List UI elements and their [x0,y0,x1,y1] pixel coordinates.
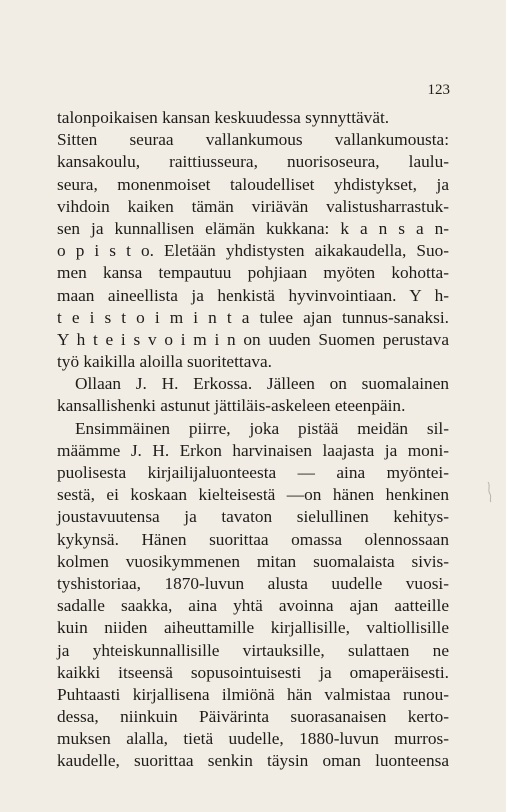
text-line: Ollaan J. H. Erkossa. Jälleen on suomalainen [75,374,449,394]
text-line: määmme J. H. Erkon harvinaisen laajasta ja moni- [57,440,449,460]
text-line: Puhtaasti kirjallisena ilmiönä hän valmistaa runou- [57,684,449,704]
text-line: kansallishenki astunut jättiläis-askeleen eteenpäin. [57,396,406,416]
text-line: kaudelle, suorittaa senkin täysin oman luonteensa [57,751,449,771]
text-line: maan aineellista ja henkistä hyvinvointiaan. Y h- [57,285,449,305]
text-line: dessa, niinkuin Päivärinta suorasanaisen kerto- [57,707,449,727]
text-line: seura, monenmoiset taloudelliset yhdistykset, ja [57,174,449,194]
text-line: sen ja kunnallisen elämän kukkana: k a n s a n- [57,218,449,238]
text-line: muksen alalla, tietä uudelle, 1880-luvun murros- [57,729,449,749]
text-line: Y h t e i s v o i m i n on uuden Suomen perustava [57,329,449,349]
text-line: kansakoulu, raittiusseura, nuorisoseura, laulu- [57,152,449,172]
text-line: puolisesta kirjailijaluonteesta — aina myöntei- [57,463,449,482]
text-line: kuin niiden aiheuttamille kirjallisille, valtiollisille [57,618,449,638]
text-line: työ kaikilla aloilla suoritettava. [57,352,272,372]
text-line: talonpoikaisen kansan keskuudessa synnyttävät. [57,108,390,127]
text-line: kykynsä. Hänen suorittaa omassa olennossaan [57,529,449,549]
text-line: sadalle saakka, aina yhtä avoinna ajan aatteille [57,596,449,616]
body-text [57,107,449,773]
text-line: sestä, ei koskaan kielteisestä —on hänen henkinen [57,485,449,505]
text-line: t e i s t o i m i n t a tulee ajan tunnus-sanaksi. [57,307,449,327]
text-line: ja yhteiskunnallisille virtauksille, sulattaen ne [57,640,449,660]
text-line: kolmen vuosikymmenen mitan suomalaista sivis- [57,551,449,571]
text-line: Ensimmäinen piirre, joka pistää meidän sil- [75,418,449,438]
text-line: men kansa tempautuu pohjiaan myöten kohotta- [57,263,449,283]
text-line: kaikki itseensä sopusointuisesti ja omaperäisesti. [57,662,449,682]
text-line: vihdoin kaiken tämän viriävän valistusharrastuk- [57,196,449,216]
text-line: joustavuutensa ja tavaton sielullinen kehitys- [57,507,449,527]
text-line: o p i s t o. Eletään yhdistysten aikakaudella, Suo- [57,241,449,261]
pencil-mark [484,481,496,503]
text-line: Sitten seuraa vallankumous vallankumousta: [57,130,449,150]
text-line: tyshistoriaa, 1870-luvun alusta uudelle vuosi- [57,573,449,593]
page-number: 123 [427,82,450,98]
